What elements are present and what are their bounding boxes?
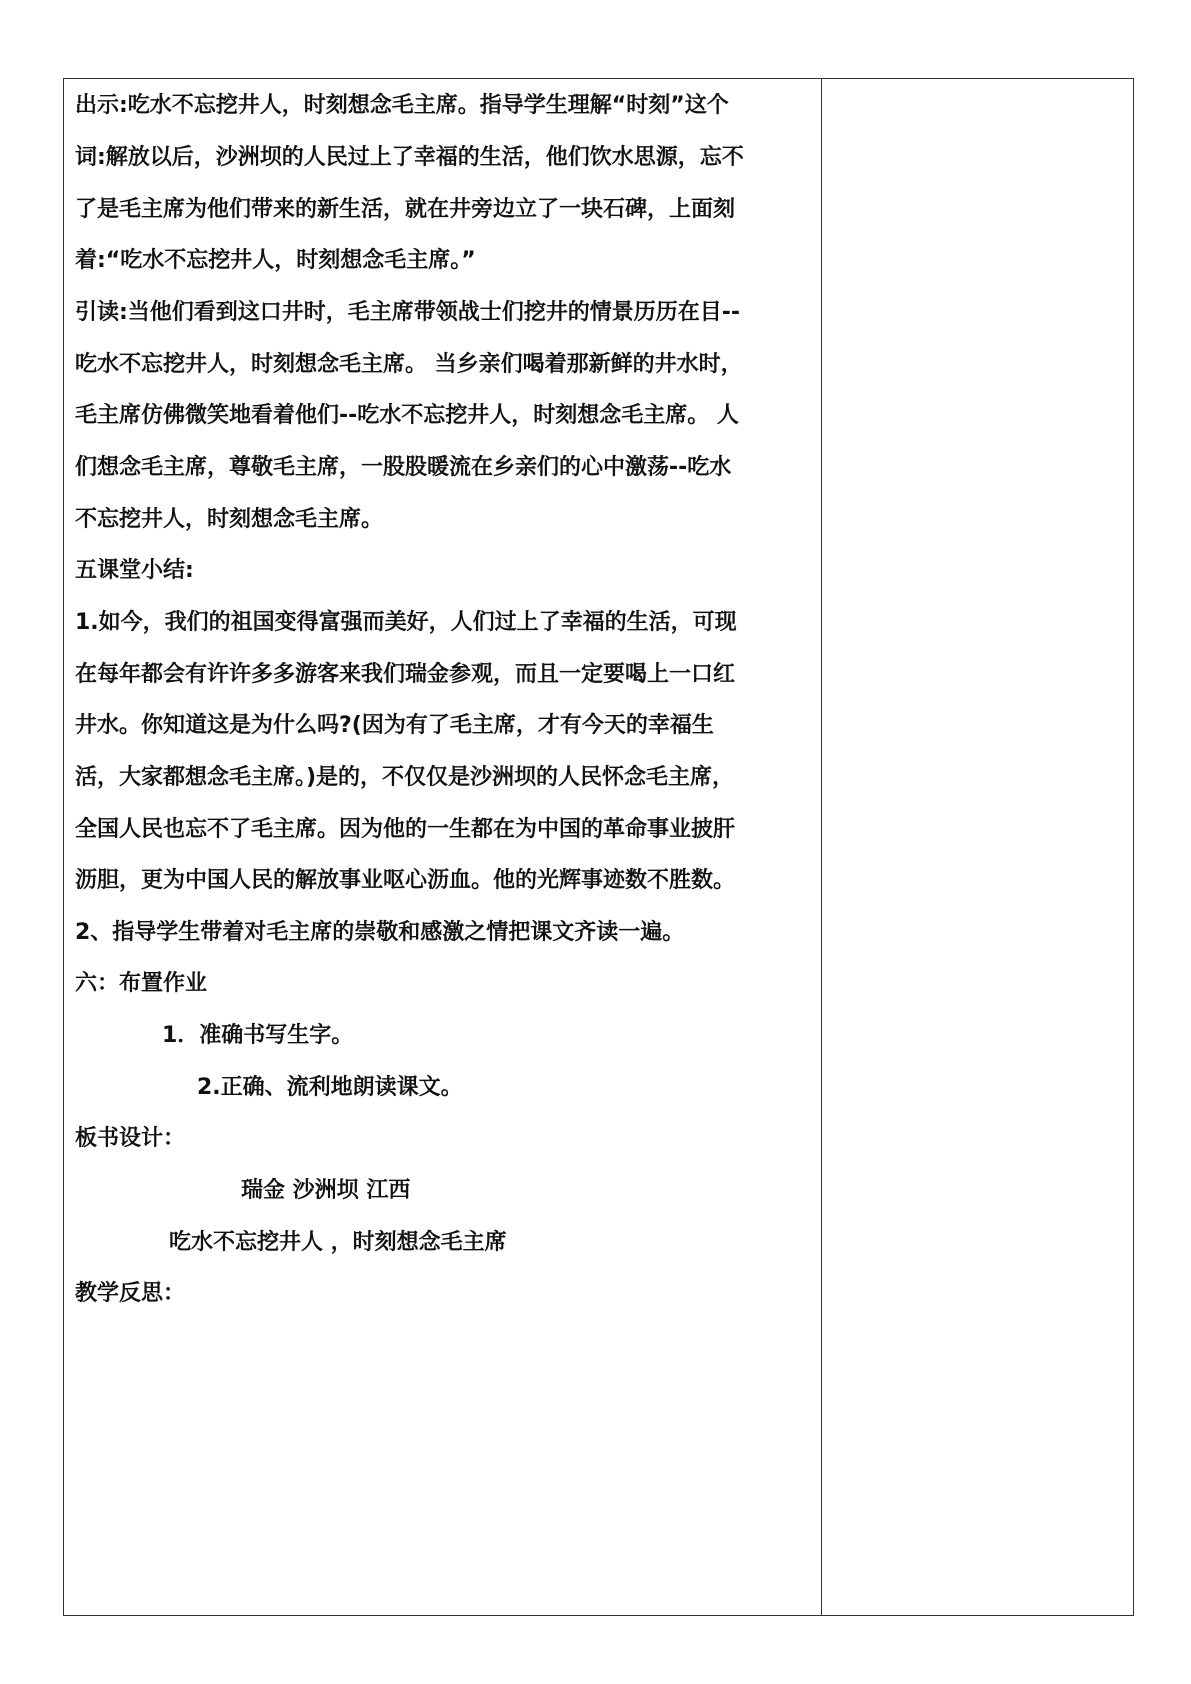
- text-line: 出示:吃水不忘挖井人，时刻想念毛主席。指导学生理解“时刻”这个: [75, 93, 729, 118]
- notes-cell: [822, 79, 1133, 1615]
- section-heading-reflection: 教学反思：: [75, 1281, 186, 1306]
- lesson-plan-table: [63, 78, 1134, 1616]
- board-design-line: 吃水不忘挖井人 ，时刻想念毛主席: [169, 1230, 507, 1255]
- lesson-content-cell: [64, 79, 822, 1615]
- text-line: 活，大家都想念毛主席。)是的，不仅仅是沙洲坝的人民怀念毛主席，: [75, 765, 735, 790]
- text-line: 了是毛主席为他们带来的新生活，就在井旁边立了一块石碑，上面刻: [75, 197, 736, 222]
- section-heading-homework: 六：布置作业: [75, 971, 208, 996]
- text-line: 引读:当他们看到这口井时，毛主席带领战士们挖井的情景历历在目--: [75, 300, 741, 325]
- text-line: 吃水不忘挖井人，时刻想念毛主席。 当乡亲们喝着那新鲜的井水时，: [75, 352, 743, 377]
- text-line: 沥胆，更为中国人民的解放事业呕心沥血。他的光辉事迹数不胜数。: [75, 868, 736, 893]
- text-line: 们想念毛主席，尊敬毛主席，一股股暖流在乡亲们的心中激荡--吃水: [75, 455, 732, 480]
- homework-item: 2.正确、流利地朗读课文。: [197, 1075, 463, 1100]
- homework-item: 1．准确书写生字。: [162, 1023, 354, 1048]
- text-line: 在每年都会有许许多多游客来我们瑞金参观，而且一定要喝上一口红: [75, 662, 736, 687]
- board-design-line: 瑞金 沙洲坝 江西: [241, 1178, 411, 1203]
- text-line: 着:“吃水不忘挖井人，时刻想念毛主席。”: [75, 248, 476, 273]
- text-line: 2、指导学生带着对毛主席的崇敬和感激之情把课文齐读一遍。: [75, 920, 685, 945]
- text-line: 毛主席仿佛微笑地看着他们--吃水不忘挖井人，时刻想念毛主席。 人: [75, 403, 739, 428]
- text-line: 井水。你知道这是为什么吗?(因为有了毛主席，才有今天的幸福生: [75, 713, 714, 738]
- text-line: 不忘挖井人，时刻想念毛主席。: [75, 507, 384, 532]
- section-heading-board-design: 板书设计：: [75, 1126, 186, 1151]
- text-line: 全国人民也忘不了毛主席。因为他的一生都在为中国的革命事业披肝: [75, 817, 736, 842]
- text-line: 1.如今，我们的祖国变得富强而美好，人们过上了幸福的生活，可现: [75, 610, 737, 635]
- section-heading-summary: 五课堂小结:: [75, 558, 194, 583]
- text-line: 词:解放以后，沙洲坝的人民过上了幸福的生活，他们饮水思源，忘不: [75, 145, 744, 170]
